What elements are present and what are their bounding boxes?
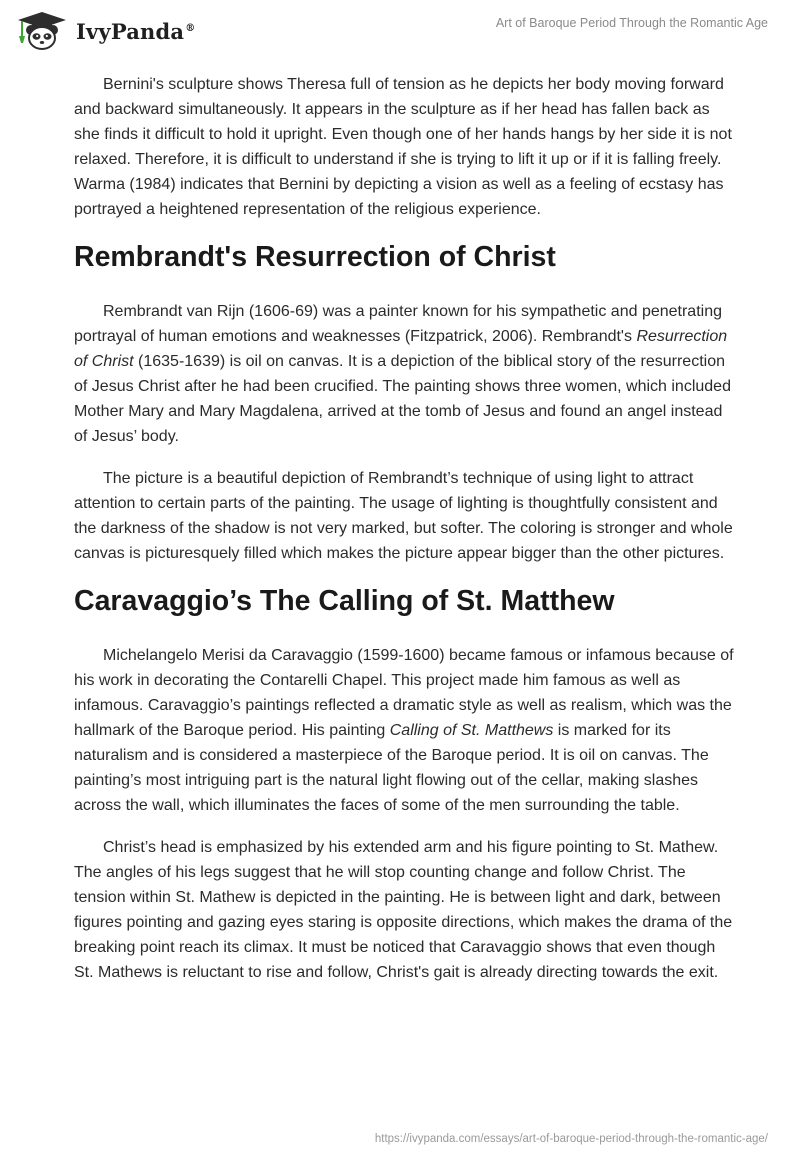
heading-rembrandt: Rembrandt's Resurrection of Christ <box>74 241 556 273</box>
document-title: Art of Baroque Period Through the Romantic Age <box>495 16 768 30</box>
page-header <box>0 0 800 66</box>
paragraph-caravaggio-intro: Michelangelo Merisi da Caravaggio (1599-1600) became famous or infamous because of his work in decorating the Contarelli Chapel. This project made him famous as well as infamous. Caravaggio’s paintings reflected a dramatic style as well as realism, which was the hallmark of the Baroque period. His painting Calling of St. Matthews is marked for its naturalism and is considered a masterpiece of the Baroque period. It is oil on canvas. The painting’s most intriguing part is the natural light flowing out of the cellar, making slashes across the wall, which illuminates the faces of some of the men surrounding the table. <box>74 647 734 814</box>
painting-title-resurrection: Resurrection of Christ <box>74 328 728 370</box>
source-url[interactable]: https://ivypanda.com/essays/art-of-baroque-period-through-the-romantic-age/ <box>374 1133 768 1145</box>
brand-logo[interactable] <box>14 10 195 52</box>
registered-mark: ® <box>185 22 196 34</box>
paragraph-rembrandt-intro: Rembrandt van Rijn (1606-69) was a painter known for his sympathetic and penetrating portrayal of human emotions and weaknesses (Fitzpatrick, 2006). Rembrandt's Resurrection of Christ (1635-1639) is oil on canvas. It is a depiction of the biblical story of the resurrection of Jesus Christ after he had been crucified. The painting shows three women, which included Mother Mary and Mary Magdalena, arrived at the tomb of Jesus and found an angel instead of Jesus’ body. <box>74 303 731 445</box>
paragraph-caravaggio-analysis: Christ’s head is emphasized by his extended arm and his figure pointing to St. Mathew. The angles of his legs suggest that he will stop counting change and follow Christ. The tension within St. Mathew is depicted in the painting. He is between light and dark, between figures pointing and gazing eyes staring is opposite directions, which makes the drama of the breaking point reach its climax. It must be noticed that Caravaggio shows that even though St. Mathews is reluctant to rise and follow, Christ's gait is already directing towards the exit. <box>74 839 733 981</box>
paragraph-rembrandt-technique: The picture is a beautiful depiction of Rembrandt’s technique of using light to attract attention to certain parts of the painting. The usage of lighting is thoughtfully consistent and the darkness of the shadow is not very marked, but softer. The coloring is stronger and whole canvas is picturesquely filled which makes the picture appear bigger than the other pictures. <box>74 470 733 562</box>
essay-content <box>74 72 734 1002</box>
painting-title-calling: Calling of St. Matthews <box>389 722 554 739</box>
heading-caravaggio: Caravaggio’s The Calling of St. Matthew <box>74 585 615 617</box>
panda-graduate-icon <box>14 10 70 52</box>
brand-name: IvyPanda® <box>76 18 196 44</box>
paragraph-bernini: Bernini's sculpture shows Theresa full of tension as he depicts her body moving forward and backward simultaneously. It appears in the sculpture as if her head has fallen back as she finds it difficult to hold it upright. Even though one of her hands hangs by her side it is not relaxed. Therefore, it is difficult to understand if she is trying to lift it up or if it is falling freely. Warma (1984) indicates that Bernini by depicting a vision as well as a feeling of ecstasy has portrayed a heightened representation of the religious experience. <box>74 76 732 218</box>
